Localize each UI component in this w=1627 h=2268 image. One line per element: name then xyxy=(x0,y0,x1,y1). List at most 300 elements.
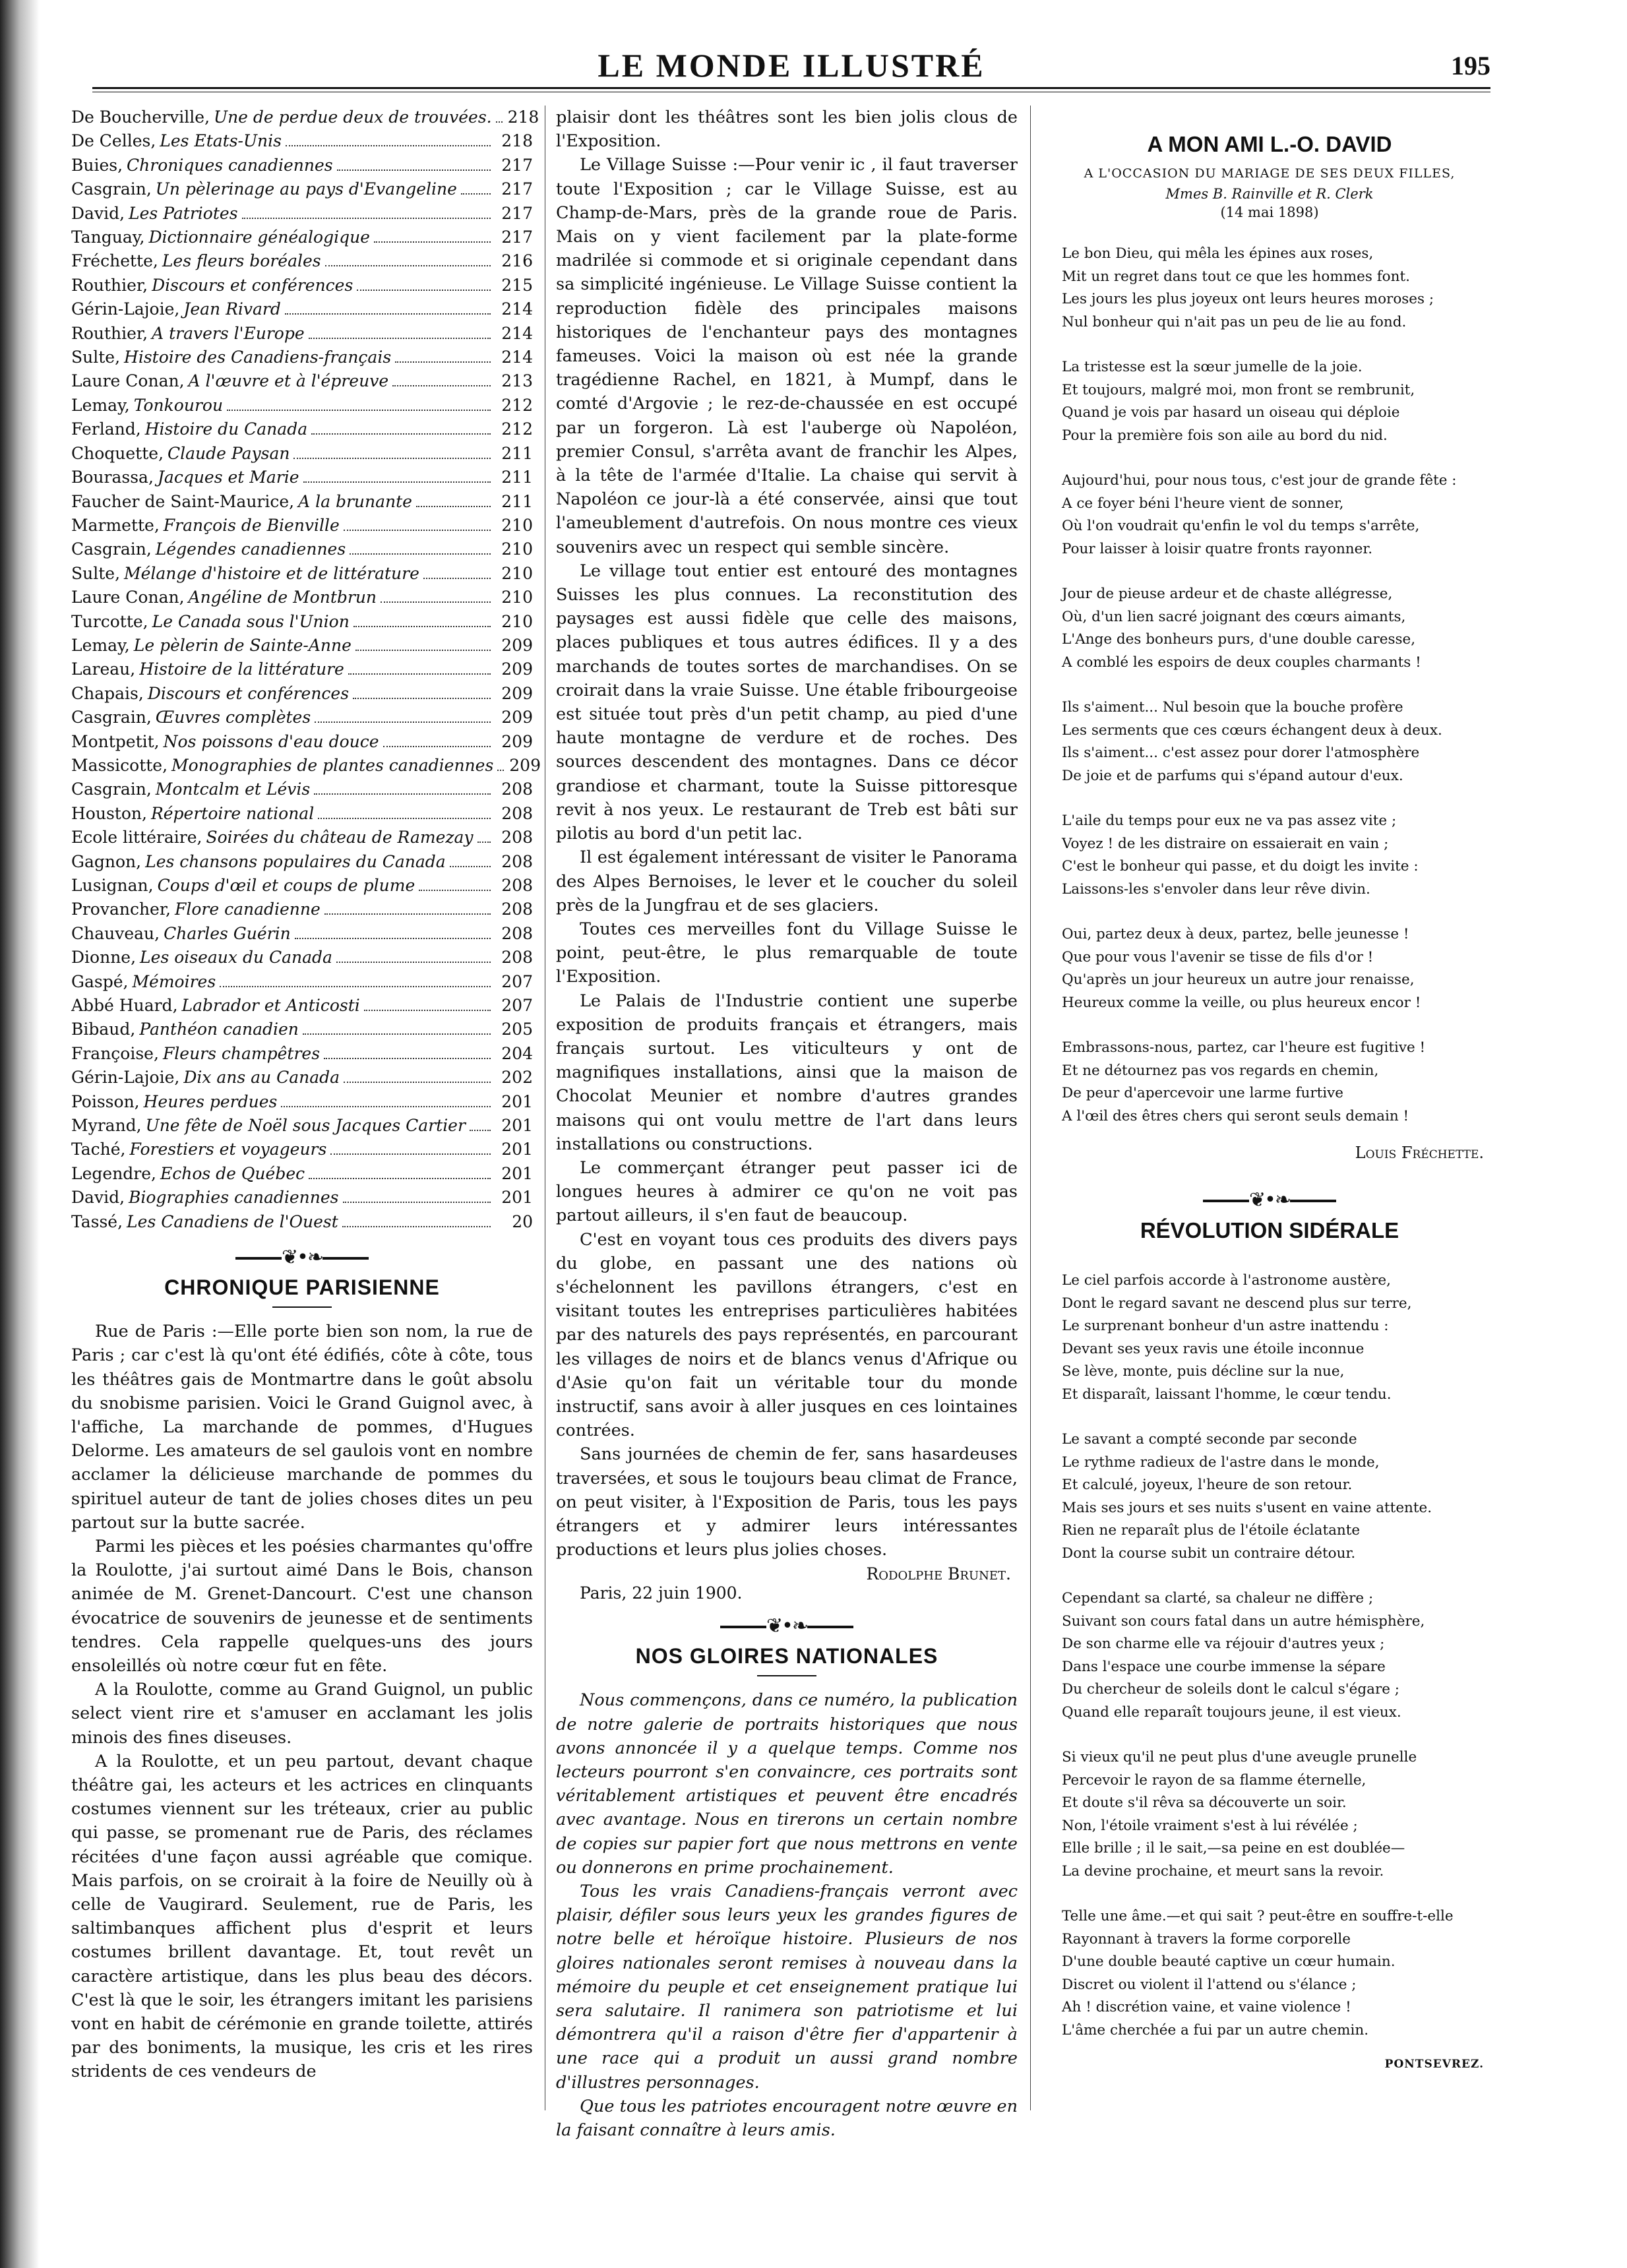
index-author: Marmette, xyxy=(71,515,160,535)
ornament-divider: ❦•❧ xyxy=(71,1246,533,1269)
poem-line: Ils s'aiment... Nul besoin que la bouche profère xyxy=(1062,699,1403,716)
poem-stanza xyxy=(1062,1587,1497,1724)
column-middle xyxy=(556,106,1018,2142)
poem-title: A MON AMI L.-O. DAVID xyxy=(1147,132,1392,156)
masthead xyxy=(92,46,1490,86)
index-author: David, xyxy=(71,1188,125,1208)
index-title: Un pèlerinage au pays d'Evangeline xyxy=(155,179,457,199)
article-paragraph: Sans journées de chemin de fer, sans hasardeuses traversées, et sous le toujours beau climat de France, on peut visiter, à l'Exposition de Paris, tous les pays étrangers et y admirer leurs intéressantes productions et leurs plus jolies choses. xyxy=(556,1444,1018,1560)
index-title: Jean Rivard xyxy=(183,299,281,319)
index-entry xyxy=(71,730,533,754)
index-title: Labrador et Anticosti xyxy=(181,996,360,1016)
column-left xyxy=(71,106,541,2084)
index-page: 208 xyxy=(501,828,533,847)
index-entry xyxy=(71,1162,533,1186)
poem-line: Rien ne reparaît plus de l'étoile éclatante xyxy=(1062,1522,1361,1539)
article-paragraph: Il est également intéressant de visiter le Panorama des Alpes Bernoises, le lever et le coucher du soleil près de la Jungfrau et de ses glaciers. xyxy=(556,847,1018,915)
index-page: 211 xyxy=(501,491,533,511)
leader-dots xyxy=(315,721,491,723)
newspaper-title: LE MONDE ILLUSTRÉ xyxy=(598,47,985,84)
index-page: 201 xyxy=(501,1188,533,1208)
index-entry xyxy=(71,129,533,153)
index-page: 209 xyxy=(501,635,533,655)
index-page: 204 xyxy=(501,1043,533,1063)
index-page: 209 xyxy=(501,683,533,703)
index-author: Routhier, xyxy=(71,323,148,343)
poem-line: Rayonnant à travers la forme corporelle xyxy=(1062,1930,1351,1947)
index-author: Poisson, xyxy=(71,1091,140,1111)
index-page: 209 xyxy=(509,755,541,775)
index-author: Casgrain, xyxy=(71,179,152,199)
poem-line: La devine prochaine, et meurt sans la revoir. xyxy=(1062,1862,1384,1880)
index-entry xyxy=(71,514,533,537)
index-entry xyxy=(71,562,533,586)
heading-rule xyxy=(757,1675,816,1676)
leader-dots xyxy=(337,169,491,171)
leader-dots xyxy=(470,1130,491,1131)
index-page: 215 xyxy=(501,275,533,295)
index-entry xyxy=(71,226,533,249)
index-page: 210 xyxy=(501,611,533,631)
index-title: Chroniques canadiennes xyxy=(127,155,333,175)
leader-dots xyxy=(353,698,491,699)
index-author: Routhier, xyxy=(71,275,148,295)
poem-stanza xyxy=(1062,243,1497,334)
index-title: Nos poissons d'eau douce xyxy=(163,731,379,751)
chronique-paragraph: Rue de Paris :—Elle porte bien son nom, la rue de Paris ; car c'est là qu'ont été édifiés, côte à côte, tous les théâtres gais de Montmartre dans le goût absolu du snobisme parisien. Voici le Grand Guignol avec, à l'affiche, La marchande de pommes, d'Hugues Delorme. Les amateurs de sel gaulois vont en nombre acclamer la délicieuse marchande de pommes du spirituel auteur de tant de jolies choses dites un peu partout sur la butte sacrée. xyxy=(71,1322,533,1533)
index-author: Bourassa, xyxy=(71,468,154,487)
index-entry xyxy=(71,1138,533,1161)
leader-dots xyxy=(496,121,503,123)
book-index-list xyxy=(71,106,541,1234)
leader-dots xyxy=(324,1058,491,1059)
leader-dots xyxy=(311,433,491,435)
gloires-heading: NOS GLOIRES NATIONALES xyxy=(635,1644,938,1669)
index-entry xyxy=(71,394,533,417)
poem-line: Et calculé, joyeux, l'heure de son retour. xyxy=(1062,1477,1353,1493)
index-entry xyxy=(71,1042,533,1066)
article-paragraph: Le village tout entier est entouré des montagnes Suisses les plus connues. La reconstitution des paysages est aussi fidèle que celle des maisons, places publiques et tous autres édifices. Il y a des marchands de toutes sortes de marchandises. On se croirait dans la vraie Suisse. Une étable fribourgeoise est située tout près d'un petit champ, au pied d'une haute montagne de verdure et de roches. Des sources descendent des montagnes. Dans ce décor grandiose et charmant, toute la Suisse pittoresque revit à nos yeux. Le restaurant de Treb est bâti sur pilotis au bord d'un petit lac. xyxy=(556,561,1018,844)
index-page: 201 xyxy=(501,1116,533,1136)
leader-dots xyxy=(357,290,491,291)
leader-dots xyxy=(330,1153,491,1155)
index-entry xyxy=(71,1186,533,1210)
index-entry xyxy=(71,154,533,177)
poem-line: Cependant sa clarté, sa chaleur ne diffère ; xyxy=(1062,1590,1374,1607)
poem-line: Dont le regard savant ne descend plus sur terre, xyxy=(1062,1295,1412,1312)
leader-dots xyxy=(344,1082,491,1083)
index-title: Le Canada sous l'Union xyxy=(152,611,350,631)
index-page: 209 xyxy=(501,659,533,679)
index-page: 208 xyxy=(501,876,533,895)
leader-dots xyxy=(293,458,491,459)
index-entry xyxy=(71,682,533,706)
index-entry xyxy=(71,249,533,273)
index-entry xyxy=(71,177,533,201)
index-author: Lareau, xyxy=(71,659,136,679)
index-author: Taché, xyxy=(71,1140,126,1159)
index-title: Heures perdues xyxy=(143,1091,278,1111)
index-author: Lemay, xyxy=(71,395,130,415)
poem-line: L'Ange des bonheurs purs, d'une double caresse, xyxy=(1062,631,1416,648)
poem-stanza xyxy=(1062,583,1497,674)
poem-line: Le rythme radieux de l'astre dans le monde, xyxy=(1062,1454,1380,1471)
leader-dots xyxy=(318,818,491,819)
index-author: Casgrain, xyxy=(71,780,152,799)
index-page: 213 xyxy=(501,371,533,391)
index-title: Discours et conférences xyxy=(152,275,353,295)
poem-line: Ah ! discrétion vaine, et vaine violence ! xyxy=(1062,1999,1351,2015)
poem-line: Jour de pieuse ardeur et de chaste allégresse, xyxy=(1062,586,1393,602)
leader-dots xyxy=(285,313,491,315)
poem-body xyxy=(1042,243,1497,1128)
index-entry xyxy=(71,417,533,441)
index-entry xyxy=(71,874,533,898)
index-entry xyxy=(71,634,533,658)
index-author: Houston, xyxy=(71,803,147,823)
index-title: Soirées du château de Ramezay xyxy=(206,828,474,847)
leader-dots xyxy=(309,1178,491,1179)
index-entry xyxy=(71,970,533,994)
index-title: Angéline de Montbrun xyxy=(188,588,377,607)
gloires-paragraph: Que tous les patriotes encouragent notre œuvre en la faisant connaître à leurs amis. xyxy=(556,2096,1018,2141)
index-author: Ferland, xyxy=(71,419,141,439)
poem-line: A comblé les espoirs de deux couples charmants ! xyxy=(1062,654,1421,671)
poem-stanza xyxy=(1062,1746,1497,1883)
poem-line: D'une double beauté captive un cœur humain. xyxy=(1062,1953,1396,1970)
index-entry xyxy=(71,442,533,466)
index-title: Dix ans au Canada xyxy=(183,1068,340,1088)
leader-dots xyxy=(423,578,491,579)
poem-line: Le bon Dieu, qui mêla les épines aux roses, xyxy=(1062,245,1374,262)
index-page: 217 xyxy=(501,228,533,247)
leader-dots xyxy=(350,553,491,555)
index-author: Gérin-Lajoie, xyxy=(71,299,180,319)
poem-dedication: A L'OCCASION DU MARIAGE DE SES DEUX FILLES, xyxy=(1084,166,1456,181)
poem-signature: Louis Fréchette. xyxy=(1355,1144,1484,1162)
leader-dots xyxy=(383,746,491,747)
index-page: 210 xyxy=(501,588,533,607)
index-entry xyxy=(71,706,533,729)
poem-line: Les jours les plus joyeux ont leurs heures moroses ; xyxy=(1062,291,1434,307)
index-page: 210 xyxy=(501,563,533,583)
index-author: Sulte, xyxy=(71,563,121,583)
index-page: 214 xyxy=(501,323,533,343)
index-title: Histoire de la littérature xyxy=(139,659,344,679)
index-page: 20 xyxy=(512,1211,533,1231)
index-author: Turcotte, xyxy=(71,611,148,631)
poem-stanza xyxy=(1062,696,1497,787)
poem-line: Oui, partez deux à deux, partez, belle jeunesse ! xyxy=(1062,926,1409,942)
index-page: 209 xyxy=(501,731,533,751)
poem-line: L'âme cherchée a fui par un autre chemin. xyxy=(1062,2021,1369,2038)
article-paragraph: Le commerçant étranger peut passer ici de longues heures à admirer ce qu'on ne voit pas partout ailleurs, il s'en faut de beaucoup. xyxy=(556,1157,1018,1226)
index-entry xyxy=(71,898,533,921)
poem-line: Pour laisser à loisir quatre fronts rayonner. xyxy=(1062,540,1373,557)
index-page: 218 xyxy=(501,131,533,151)
index-entry xyxy=(71,826,533,849)
poem-stanza xyxy=(1062,1428,1497,1565)
index-title: Montcalm et Lévis xyxy=(155,780,311,799)
poem-line: Dont la course subit un contraire détour. xyxy=(1062,1545,1356,1562)
index-entry xyxy=(71,202,533,226)
poem-line: Pour la première fois son aile au bord du nid. xyxy=(1062,427,1388,444)
index-title: A travers l'Europe xyxy=(152,323,305,343)
index-title: Panthéon canadien xyxy=(139,1020,299,1039)
index-entry xyxy=(71,490,533,514)
article-paragraph: C'est en voyant tous ces produits des divers pays du globe, en passant une des nations où s'échelonnent les pavillons étrangers, c'est en visitant toutes les entreprises particulières habitées par des naturels des pays représentés, en parcourant les villages de noirs et de blancs venus d'Afrique ou d'Asie qu'on fait un véritable tour du monde instructif, sans avoir à aller jusques en ces lointaines contrées. xyxy=(556,1229,1018,1441)
leader-dots xyxy=(342,1226,491,1227)
index-entry xyxy=(71,754,541,778)
binding-edge xyxy=(0,0,40,2268)
index-page: 212 xyxy=(501,395,533,415)
index-author: Provancher, xyxy=(71,900,171,919)
index-page: 210 xyxy=(501,515,533,535)
leader-dots xyxy=(295,938,491,939)
index-author: Sulte, xyxy=(71,348,121,367)
index-page: 212 xyxy=(501,419,533,439)
leader-dots xyxy=(220,986,491,987)
index-author: Gagnon, xyxy=(71,851,142,871)
index-title: Une de perdue deux de trouvées. xyxy=(214,107,492,127)
index-entry xyxy=(71,1090,533,1114)
leader-dots xyxy=(450,866,491,867)
ornament-divider: ❦•❧ xyxy=(1042,1188,1497,1211)
index-entry xyxy=(71,466,533,489)
poem-line: L'aile du temps pour eux ne va pas assez vite ; xyxy=(1062,812,1397,829)
poem-title: RÉVOLUTION SIDÉRALE xyxy=(1140,1218,1399,1242)
index-entry xyxy=(71,778,533,801)
leader-dots xyxy=(395,361,491,363)
index-title: Histoire des Canadiens-français xyxy=(124,348,392,367)
index-entry xyxy=(71,537,533,561)
header-rule xyxy=(92,87,1490,92)
poem-line: Nul bonheur qui n'ait pas un peu de lie au fond. xyxy=(1062,313,1407,330)
index-page: 205 xyxy=(501,1020,533,1039)
poem-line: Embrassons-nous, partez, car l'heure est fugitive ! xyxy=(1062,1039,1426,1056)
poem-body xyxy=(1042,1270,1497,2042)
index-title: François de Bienville xyxy=(163,515,340,535)
leader-dots xyxy=(364,1010,491,1011)
leader-dots xyxy=(324,913,491,915)
index-author: De Boucherville, xyxy=(71,107,210,127)
index-entry xyxy=(71,106,539,129)
index-page: 214 xyxy=(501,299,533,319)
index-author: Gaspé, xyxy=(71,971,129,991)
index-page: 207 xyxy=(501,971,533,991)
author-signature: Rodolphe Brunet. xyxy=(866,1564,1011,1584)
index-entry xyxy=(71,802,533,826)
poem-line: De son charme elle va réjouir d'autres yeux ; xyxy=(1062,1636,1385,1652)
index-title: Coups d'œil et coups de plume xyxy=(157,876,415,895)
poem-stanza xyxy=(1062,923,1497,1014)
poem-line: Où, d'un lien sacré joignant des cœurs aimants, xyxy=(1062,608,1406,625)
poem-line: Et ne détournez pas vos regards en chemin, xyxy=(1062,1062,1379,1079)
index-author: Gérin-Lajoie, xyxy=(71,1068,180,1088)
index-entry xyxy=(71,297,533,321)
poem-line: A l'œil des êtres chers qui seront seuls demain ! xyxy=(1062,1107,1409,1124)
index-page: 210 xyxy=(501,539,533,559)
index-entry xyxy=(71,1018,533,1041)
poem-stanza xyxy=(1062,1037,1497,1128)
poem-line: Suivant son cours fatal dans un autre hémisphère, xyxy=(1062,1612,1425,1630)
poem-line: De joie et de parfums qui s'épand autour d'eux. xyxy=(1062,767,1403,784)
index-page: 208 xyxy=(501,780,533,799)
heading-rule xyxy=(272,1306,332,1308)
index-entry xyxy=(71,274,533,297)
index-page: 207 xyxy=(501,996,533,1016)
index-entry xyxy=(71,850,533,874)
poem-line: Quand elle reparaît toujours jeune, il est vieux. xyxy=(1062,1703,1401,1721)
index-entry xyxy=(71,946,533,969)
index-title: Monographies de plantes canadiennes xyxy=(171,755,494,775)
poem-line: Laissons-les s'envoler dans leur rêve divin. xyxy=(1062,880,1370,898)
index-title: Claude Paysan xyxy=(168,443,290,463)
index-entry xyxy=(71,1114,533,1138)
leader-dots xyxy=(227,410,491,411)
index-author: Casgrain, xyxy=(71,539,152,559)
leader-dots xyxy=(286,145,491,146)
index-title: Fleurs champêtres xyxy=(162,1043,321,1063)
index-title: Tonkourou xyxy=(133,395,224,415)
chronique-paragraph: Parmi les pièces et les poésies charmantes qu'offre la Roulotte, j'ai surtout aimé Dans le Bois, chanson animée de M. Grenet-Dancourt. C'est une chanson évocatrice de souvenirs de jeunesse et de sentiments tendres. Cela rappelle quelques-uns des jours ensoleillés où notre cœur fut en fête. xyxy=(71,1536,533,1676)
index-entry xyxy=(71,586,533,609)
leader-dots xyxy=(303,1033,491,1035)
index-title: Le pèlerin de Sainte-Anne xyxy=(133,635,352,655)
poem-line: Si vieux qu'il ne peut plus d'une aveugle prunelle xyxy=(1062,1749,1417,1765)
index-page: 201 xyxy=(501,1091,533,1111)
index-entry xyxy=(71,922,533,946)
poem-dedicatees: Mmes B. Rainville et R. Clerk xyxy=(1165,186,1374,202)
poem-line: Où l'on voudrait qu'enfin le vol du temps s'arrête, xyxy=(1062,518,1420,534)
index-page: 217 xyxy=(501,179,533,199)
index-author: Françoise, xyxy=(71,1043,159,1063)
index-title: Biographies canadiennes xyxy=(129,1188,339,1208)
article-paragraph: Le Palais de l'Industrie contient une superbe exposition de produits français et étrangers, mais français surtout. Les viticulteurs y ont de magnifiques installations, ainsi que la maison de Chocolat Meunier et nombre d'autres grandes maisons qui ont voulu mettre de l'art dans leurs installations ou constructions. xyxy=(556,991,1018,1154)
index-author: Ecole littéraire, xyxy=(71,828,202,847)
index-title: Les fleurs boréales xyxy=(162,251,321,271)
index-title: Les Etats-Unis xyxy=(160,131,282,151)
leader-dots xyxy=(353,626,491,627)
poem-line: Percevoir le rayon de sa flamme éternelle, xyxy=(1062,1771,1366,1789)
index-title: Forestiers et voyageurs xyxy=(129,1140,327,1159)
index-entry xyxy=(71,1066,533,1089)
index-title: Les Patriotes xyxy=(129,203,238,223)
leader-dots xyxy=(281,1106,491,1107)
leader-dots xyxy=(303,481,491,483)
index-title: Mémoires xyxy=(132,971,216,991)
index-page: 217 xyxy=(501,155,533,175)
index-author: Bibaud, xyxy=(71,1020,136,1039)
index-title: Une fête de Noël sous Jacques Cartier xyxy=(145,1116,466,1136)
poem-line: Ils s'aiment... c'est assez pour dorer l'atmosphère xyxy=(1062,745,1420,761)
index-title: Discours et conférences xyxy=(147,683,350,703)
poem-line: De peur d'apercevoir une larme furtive xyxy=(1062,1085,1343,1101)
poem-line: Et disparaît, laissant l'homme, le cœur tendu. xyxy=(1062,1386,1392,1403)
poem-line: Qu'après un jour heureux un autre jour renaisse, xyxy=(1062,971,1415,988)
index-author: Montpetit, xyxy=(71,731,160,751)
poem-line: Dans l'espace une courbe immense la sépare xyxy=(1062,1658,1386,1675)
poem-date: (14 mai 1898) xyxy=(1220,204,1319,220)
poem-stanza xyxy=(1062,470,1497,561)
poem-line: Du chercheur de soleils dont le calcul s'égare ; xyxy=(1062,1681,1400,1698)
poem-line: Elle brille ; il le sait,—sa peine en est doublée— xyxy=(1062,1840,1405,1856)
index-title: Œuvres complètes xyxy=(155,708,311,727)
poem-line: A ce foyer béni l'heure vient de sonner, xyxy=(1062,495,1344,512)
column-right xyxy=(1042,106,1497,2071)
poem-stanza xyxy=(1062,1905,1497,2042)
leader-dots xyxy=(325,265,491,266)
poem-line: Mais ses jours et ses nuits s'usent en vaine attente. xyxy=(1062,1499,1432,1516)
index-author: Abbé Huard, xyxy=(71,996,178,1016)
poem-line: Devant ses yeux ravis une étoile inconnue xyxy=(1062,1340,1365,1357)
index-title: A la brunante xyxy=(298,491,412,511)
index-author: Laure Conan, xyxy=(71,588,185,607)
index-title: Charles Guérin xyxy=(164,923,291,943)
index-author: Chapais, xyxy=(71,683,144,703)
article-paragraph: plaisir dont les théâtres sont les bien jolis clous de l'Exposition. xyxy=(556,107,1018,152)
article-paragraph: Toutes ces merveilles font du Village Suisse le point, peut-être, le plus remarquable de toute l'Exposition. xyxy=(556,919,1018,987)
page-number: 195 xyxy=(1451,51,1490,80)
index-author: Tassé, xyxy=(71,1211,123,1231)
poem-line: Que pour vous l'avenir se tisse de fils d'or ! xyxy=(1062,948,1374,965)
index-page: 209 xyxy=(501,708,533,727)
poem-line: C'est le bonheur qui passe, et du doigt les invite : xyxy=(1062,858,1419,874)
poem-line: Quand je vois par hasard un oiseau qui déploie xyxy=(1062,404,1400,421)
index-author: Faucher de Saint-Maurice, xyxy=(71,491,295,511)
index-title: Les chansons populaires du Canada xyxy=(145,851,446,871)
leader-dots xyxy=(497,770,504,771)
poem-line: Les serments que ces cœurs échangent deux à deux. xyxy=(1062,721,1442,739)
dateline: Paris, 22 juin 1900. xyxy=(580,1583,743,1603)
poem-line: Se lève, monte, puis décline sur la nue, xyxy=(1062,1363,1345,1380)
index-title: Les Canadiens de l'Ouest xyxy=(127,1211,338,1231)
index-page: 208 xyxy=(501,923,533,943)
poem-line: Telle une âme.—et qui sait ? peut-être en souffre-t-elle xyxy=(1062,1908,1454,1924)
index-author: Fréchette, xyxy=(71,251,158,271)
index-entry xyxy=(71,322,533,346)
index-entry xyxy=(71,658,533,681)
leader-dots xyxy=(242,218,491,219)
index-entry xyxy=(71,346,533,369)
poem-line: Le ciel parfois accorde à l'astronome austère, xyxy=(1062,1272,1391,1289)
leader-dots xyxy=(461,193,491,195)
poem-line: Aujourd'hui, pour nous tous, c'est jour de grande fête : xyxy=(1062,472,1457,489)
index-author: Dionne, xyxy=(71,948,137,967)
index-page: 216 xyxy=(501,251,533,271)
index-author: Legendre, xyxy=(71,1163,156,1183)
poem-line: La tristesse est la sœur jumelle de la joie. xyxy=(1062,359,1363,375)
index-page: 208 xyxy=(501,948,533,967)
leader-dots xyxy=(355,650,491,651)
index-page: 217 xyxy=(501,203,533,223)
index-page: 201 xyxy=(501,1140,533,1159)
index-page: 201 xyxy=(501,1163,533,1183)
leader-dots xyxy=(392,385,491,386)
leader-dots xyxy=(343,1202,491,1203)
index-page: 211 xyxy=(501,468,533,487)
leader-dots xyxy=(419,890,491,891)
leader-dots xyxy=(381,601,491,603)
poem-line: Le surprenant bonheur d'un astre inattendu : xyxy=(1062,1318,1389,1334)
poem-signature: PONTSEVREZ. xyxy=(1384,2058,1484,2071)
ornament-divider: ❦•❧ xyxy=(556,1614,1018,1638)
index-entry xyxy=(71,1210,533,1234)
index-page: 218 xyxy=(507,107,539,127)
gloires-paragraph: Nous commençons, dans ce numéro, la publication de notre galerie de portraits historiques que nous avons annoncée il y a quelque temps. Comme nos lecteurs pourront s'en convaincre, ces portraits sont véritablement artistiques et peuvent être encadrés avec avantage. Nous en tirerons un certain nombre de copies sur papier fort que nous mettrons en vente ou donnerons en prime prochainement. xyxy=(556,1690,1018,1878)
index-title: Echos de Québec xyxy=(160,1163,305,1183)
index-entry xyxy=(71,610,533,634)
